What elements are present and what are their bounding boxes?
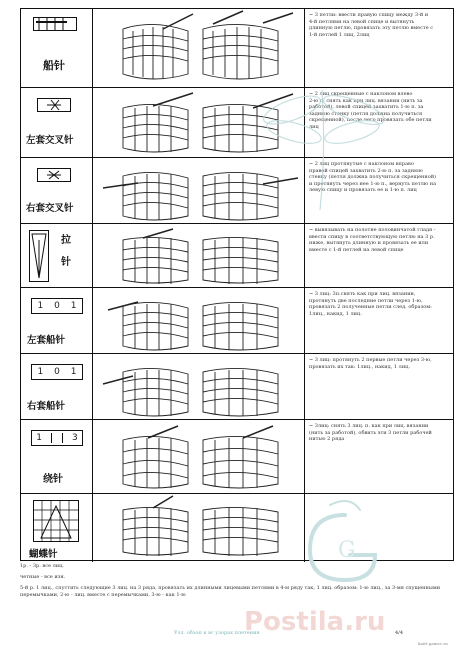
stitch-name: 拉针 [61,235,71,268]
butterfly-chart-icon [33,500,79,542]
legend-row-2: четные - все изн. [20,574,66,580]
stitch-description: ~ 2 лиц скрещенные с наклоном влево 2-ю п. снять как при лиц. вязании (нить за работой), левой спицей захватить 1-ю п. за заднюю стенку (петля должна получиться скрещенной), после чего провязать обе петли лиц [309,91,432,130]
stitch-row-6 [21,354,453,420]
pull-stitch-symbol-icon [29,230,49,282]
cross-right-symbol-icon [37,168,71,182]
stitch-name: 右套船针 [27,401,66,412]
stitch-illustration [93,288,305,353]
symbol-cell [21,494,93,562]
symbol-cell [21,224,93,287]
wrap-symbol-icon: 1 3 [31,430,83,446]
stitch-illustration [93,420,305,493]
stitch-illustration [93,494,305,562]
postila-watermark-icon [240,598,450,640]
stitch-description: ~ 3 лиц: протянуть 2 первые петли через 3-ю, провязать их так: 1лиц., накид, 1 лиц. [309,357,432,370]
symbol-cell [21,420,93,493]
stitch-illustration [93,354,305,419]
stitch-name: 船针 [43,59,65,72]
stitch-row-4 [21,224,453,288]
symbol-cell [21,9,93,87]
cross-left-symbol-icon [37,98,71,112]
stitch-name: 右套交叉针 [26,203,74,214]
symbol-cell [21,158,93,223]
legend-row-3: 5-й р. 1 лиц., спустить следующие 3 лиц. на 3 ряда, провязать их длинными лицевыми петлями в 4-м ряду так, 1 лиц. образом: 1-ю лиц., за 3-мя спущенными перемычками, 2-ю - лиц. вместе с перемычками, 3-ю - как 1-ю [20,585,441,598]
stitch-description: ~ 3 лиц: 3п.снять как при лиц. вязании, протянуть две последние петли через 1-ю, провязать 2 полученные петли след. образом: 1лиц., накид, 1 лиц. [309,291,432,317]
left-boat-symbol-icon: 1 0 1 [31,298,83,314]
svg-text:Postila.ru: Postila.ru [244,607,386,637]
stitch-description: ~ вывязывать на полотне половинчатой гладя - ввести спицу в соответствующую петлю на 3 р. ниже, вытянуть длинную и провязать ее или вместе с 1-й петлей на левой спице [309,227,436,253]
symbol-cell [21,354,93,419]
legend-row-1: 1р. - 3р. все лиц. [20,563,64,569]
stitch-name: 左套船针 [27,335,66,346]
stitch-description: ~ 2 лиц протянутые с наклоном вправо правой спицей захватить 2-ю п. за заднюю стенку (петля должна получиться скрещенной) и протянуть через нее 1-ю п., вернуть петлю на левую спицу и провязать ее и 1-ю п. лиц [309,161,437,194]
footer-caption: Узл. обзоп к вс узорах плетения [174,630,260,636]
symbol-cell [21,288,93,353]
svg-text:G: G [338,538,356,563]
stitch-description: ~ 3лиц: снять 3 лиц. п. как при лиц. вязании (нить за работой), обвить эти 3 петли рабочей нитью 2 ряда [309,423,432,443]
stitch-name: 左套交叉针 [26,135,74,146]
right-boat-symbol-icon: 1 0 1 [31,364,83,380]
stitch-description: ~ 3 петли: ввести правую спицу между 3-й и 4-й петлями на левой спице и вытянуть длинную петлю, провязать эту петлю вместе с 1-й петлей 1 лиц, 2лиц [309,12,434,38]
dragonfly-watermark-icon [262,70,392,220]
stitch-illustration [93,224,305,287]
stitch-row-7 [21,420,453,494]
stitch-row-5 [21,288,453,354]
symbol-cell [21,88,93,157]
stitch-name: 蝴蝶针 [29,549,58,560]
site-url: knitt.gamec.ru [418,641,448,646]
page-number: 4/4 [395,630,404,636]
stitch-name: 绕针 [43,474,63,485]
ornament-g-icon [290,495,400,595]
stitch-symbol-icon [33,17,77,31]
